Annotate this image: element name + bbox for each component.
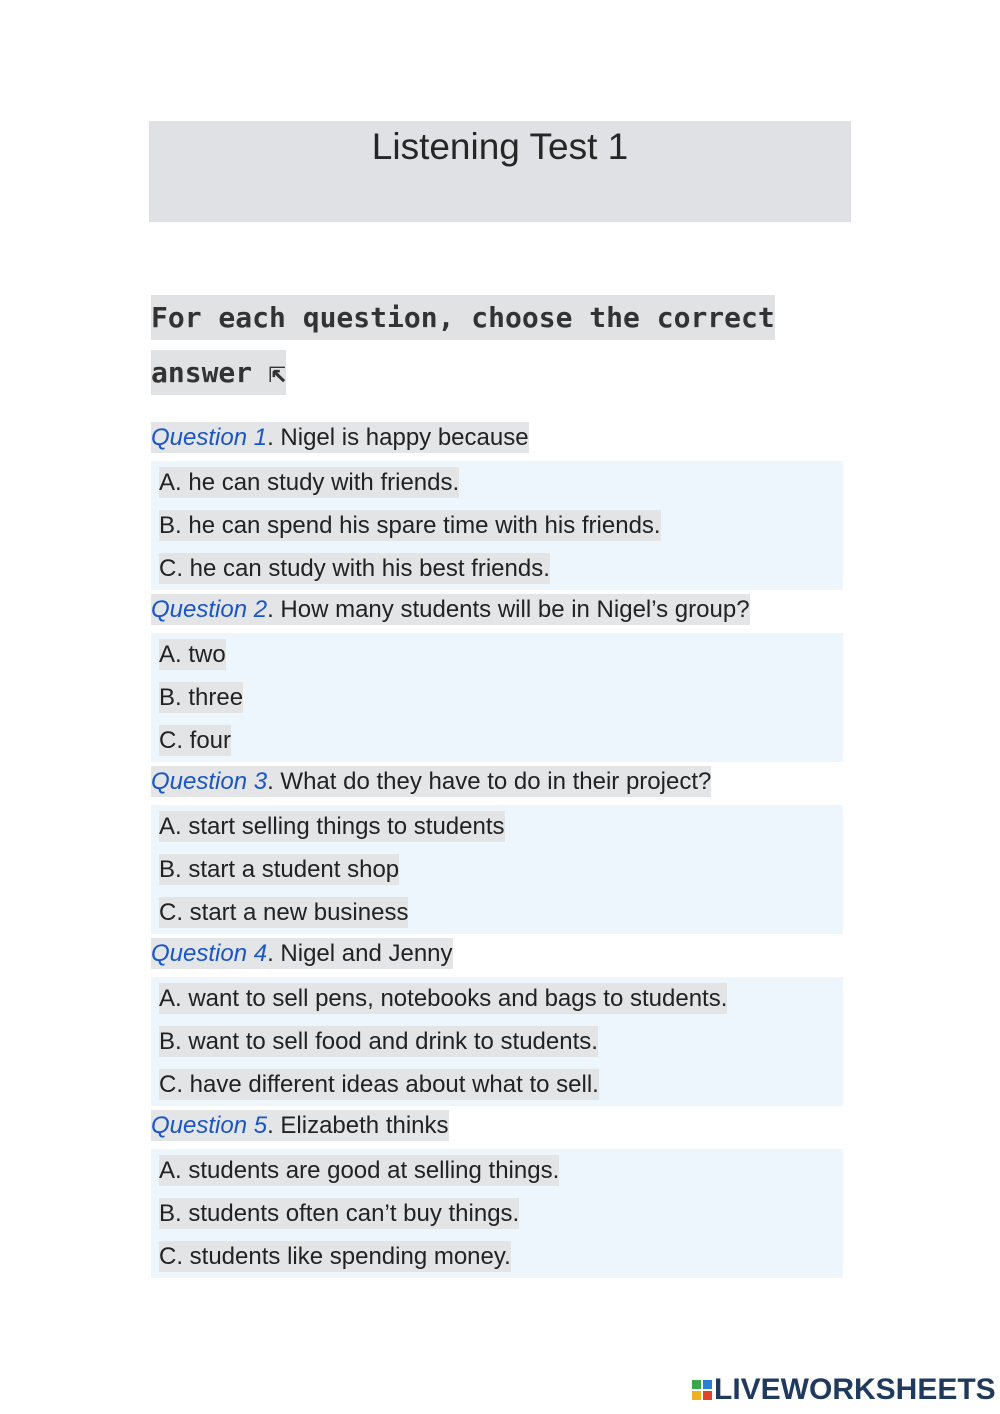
answer-option[interactable] <box>151 848 843 891</box>
question-list <box>151 418 843 1278</box>
answer-option-text: A. want to sell pens, notebooks and bags to students. <box>159 985 728 1012</box>
liveworksheets-logo-icon <box>692 1380 712 1400</box>
question-line <box>151 1106 843 1149</box>
question-label: Question 1 <box>151 424 268 451</box>
question-label: Question 3 <box>151 768 268 795</box>
answer-option-text: A. students are good at selling things. <box>159 1157 560 1184</box>
brand-name: LIVEWORKSHEETS <box>714 1373 996 1406</box>
question-block <box>151 590 843 762</box>
title-box <box>149 121 851 222</box>
answer-options <box>151 461 843 590</box>
answer-options <box>151 633 843 762</box>
question-block <box>151 1106 843 1278</box>
answer-option-text: C. he can study with his best friends. <box>159 555 550 582</box>
question-label: Question 2 <box>151 596 268 623</box>
question-text: . Nigel and Jenny <box>267 940 453 967</box>
answer-option[interactable] <box>151 1192 843 1235</box>
question-line <box>151 934 843 977</box>
question-line <box>151 762 843 805</box>
question-label: Question 4 <box>151 940 268 967</box>
question-text: . Elizabeth thinks <box>267 1112 449 1139</box>
question-text: . What do they have to do in their project? <box>267 768 712 795</box>
instruction <box>151 290 851 400</box>
question-line <box>151 590 843 633</box>
answer-option[interactable] <box>151 977 843 1020</box>
answer-option[interactable] <box>151 805 843 848</box>
instruction-line-1: For each question, choose the correct <box>151 295 775 340</box>
question-highlight <box>151 1110 449 1141</box>
answer-option[interactable] <box>151 1149 843 1192</box>
page-title: Listening Test 1 <box>371 126 629 167</box>
answer-option-text: B. students often can’t buy things. <box>159 1200 520 1227</box>
answer-option[interactable] <box>151 676 843 719</box>
answer-option-text: B. three <box>159 684 244 711</box>
question-highlight <box>151 766 711 797</box>
question-highlight <box>151 422 529 453</box>
answer-option[interactable] <box>151 891 843 934</box>
answer-option[interactable] <box>151 504 843 547</box>
answer-option-text: C. four <box>159 727 232 754</box>
answer-option[interactable] <box>151 1063 843 1106</box>
answer-option-text: A. he can study with friends. <box>159 469 460 496</box>
question-text: . How many students will be in Nigel’s group? <box>267 596 750 623</box>
answer-options <box>151 805 843 934</box>
arrow-up-left-icon: ⇱ <box>269 356 286 389</box>
answer-option[interactable] <box>151 633 843 676</box>
answer-option-text: C. students like spending money. <box>159 1243 511 1270</box>
answer-option-text: C. start a new business <box>159 899 409 926</box>
instruction-line-2 <box>151 350 286 395</box>
question-highlight <box>151 938 453 969</box>
answer-option[interactable] <box>151 547 843 590</box>
answer-option-text: B. he can spend his spare time with his friends. <box>159 512 661 539</box>
question-line <box>151 418 843 461</box>
answer-options <box>151 1149 843 1278</box>
question-block <box>151 762 843 934</box>
answer-option-text: A. start selling things to students <box>159 813 505 840</box>
question-block <box>151 418 843 590</box>
question-text: . Nigel is happy because <box>267 424 529 451</box>
answer-options <box>151 977 843 1106</box>
answer-option[interactable] <box>151 1020 843 1063</box>
answer-option[interactable] <box>151 1235 843 1278</box>
instruction-answer-word: answer <box>151 356 253 389</box>
answer-option[interactable] <box>151 719 843 762</box>
answer-option-text: C. have different ideas about what to sell. <box>159 1071 599 1098</box>
answer-option[interactable] <box>151 461 843 504</box>
answer-option-text: B. start a student shop <box>159 856 400 883</box>
brand-logo <box>692 1372 996 1408</box>
question-label: Question 5 <box>151 1112 268 1139</box>
question-highlight <box>151 594 750 625</box>
answer-option-text: A. two <box>159 641 226 668</box>
answer-option-text: B. want to sell food and drink to students. <box>159 1028 598 1055</box>
question-block <box>151 934 843 1106</box>
